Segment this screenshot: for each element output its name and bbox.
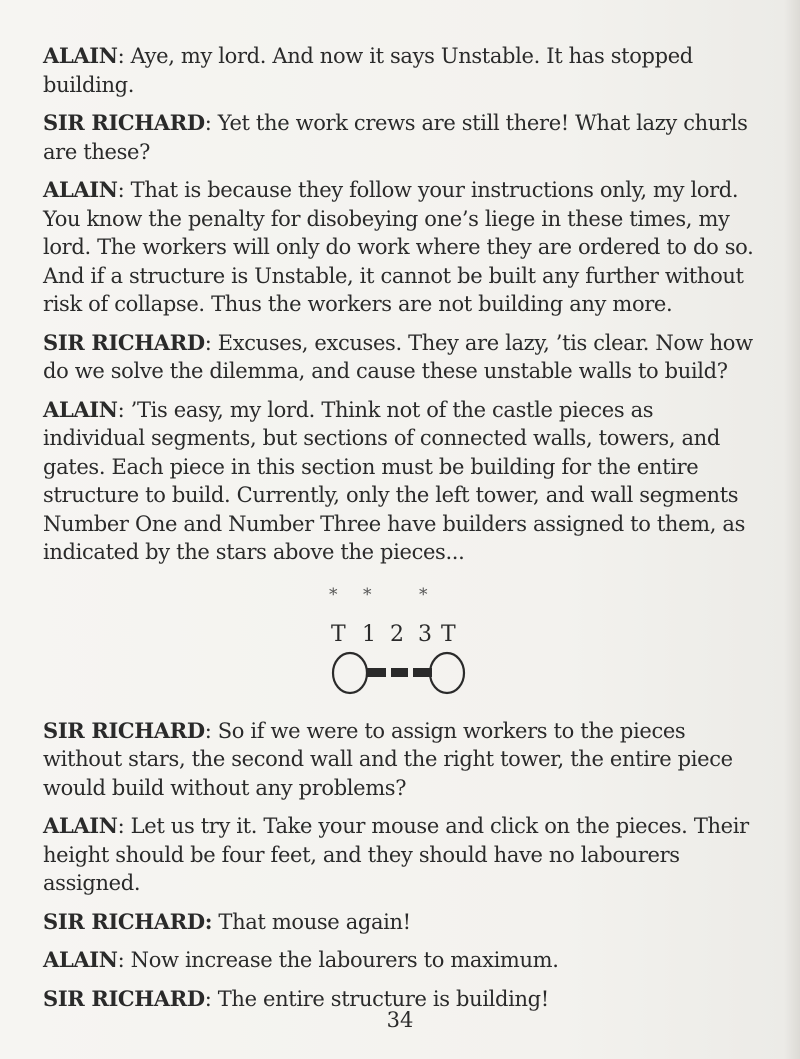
builder-star-wall-1: *: [363, 584, 372, 605]
label-wall-3: 3: [418, 621, 432, 647]
builder-star-left-tower: *: [329, 584, 338, 605]
wall-1-shape: [366, 668, 386, 677]
dialogue-paragraph: [43, 396, 755, 567]
dialogue-text: That mouse again!: [212, 909, 411, 934]
dialogue-body: [43, 42, 755, 1023]
speaker-name: SIR RICHARD: [43, 985, 205, 1011]
piece-labels: [331, 621, 481, 651]
dialogue-text: : The entire structure is building!: [204, 986, 549, 1011]
dialogue-paragraph: [43, 109, 755, 166]
left-tower-shape: [333, 653, 367, 693]
label-right-tower: T: [441, 621, 456, 647]
speaker-name: ALAIN: [43, 396, 118, 422]
builder-stars: [329, 581, 449, 605]
dialogue-text: : Yet the work crews are still there! What lazy churls are these?: [43, 111, 748, 164]
speaker-name: SIR RICHARD: [43, 110, 205, 135]
dialogue-text: : Excuses, excuses. They are lazy, ’tis clear. Now how do we solve the dilemma, and cause these unstable walls to build?: [43, 330, 753, 383]
dialogue-paragraph: [43, 946, 755, 975]
label-wall-2: 2: [390, 621, 404, 647]
dialogue-paragraph: [43, 717, 755, 803]
dialogue-text: : That is because they follow your instructions only, my lord. You know the penalty for disobeying one’s liege in these times, my lord. The workers will only do work where they are ordered to do so. And if a structure is Unstable, it cannot be built any further without risk of collapse. Thus the workers are not building any more.: [43, 178, 754, 316]
castle-section-diagram: [43, 577, 755, 717]
speaker-name: SIR RICHARD: [43, 717, 205, 743]
label-wall-1: 1: [362, 621, 376, 647]
page-number: 34: [386, 1008, 414, 1032]
speaker-name: ALAIN: [43, 43, 118, 68]
speaker-name: ALAIN: [43, 947, 118, 972]
dialogue-paragraph: [43, 176, 755, 319]
dialogue-text: : ’Tis easy, my lord. Think not of the castle pieces as individual segments, but sections of connected walls, towers, and gates. Each piece in this section must be building for the entire structure to build. Currently, only the left tower, and wall segments Number One and Number Three have builders assigned to them, as indicated by the stars above the pieces...: [43, 397, 745, 564]
dialogue-text: : Aye, my lord. And now it says Unstable. It has stopped building.: [43, 44, 693, 97]
speaker-name: SIR RICHARD: [43, 329, 205, 355]
castle-pieces-icon: [331, 651, 481, 703]
dialogue-paragraph: [43, 908, 755, 937]
dialogue-text: : So if we were to assign workers to the pieces without stars, the second wall and the right tower, the entire piece would build without any problems?: [43, 718, 733, 800]
dialogue-paragraph: [43, 329, 755, 386]
speaker-name: ALAIN: [43, 177, 118, 202]
right-tower-shape: [430, 653, 464, 693]
label-left-tower: T: [331, 621, 346, 647]
dialogue-paragraph: [43, 42, 755, 99]
dialogue-paragraph: [43, 812, 755, 898]
wall-2-shape: [391, 668, 408, 677]
dialogue-text: : Now increase the labourers to maximum.: [117, 948, 559, 972]
builder-star-wall-3: *: [419, 584, 428, 605]
dialogue-text: : Let us try it. Take your mouse and click on the pieces. Their height should be four feet, and they should have no labourers assigned.: [43, 814, 749, 895]
speaker-name: ALAIN: [43, 813, 118, 838]
speaker-name: SIR RICHARD:: [43, 908, 213, 934]
